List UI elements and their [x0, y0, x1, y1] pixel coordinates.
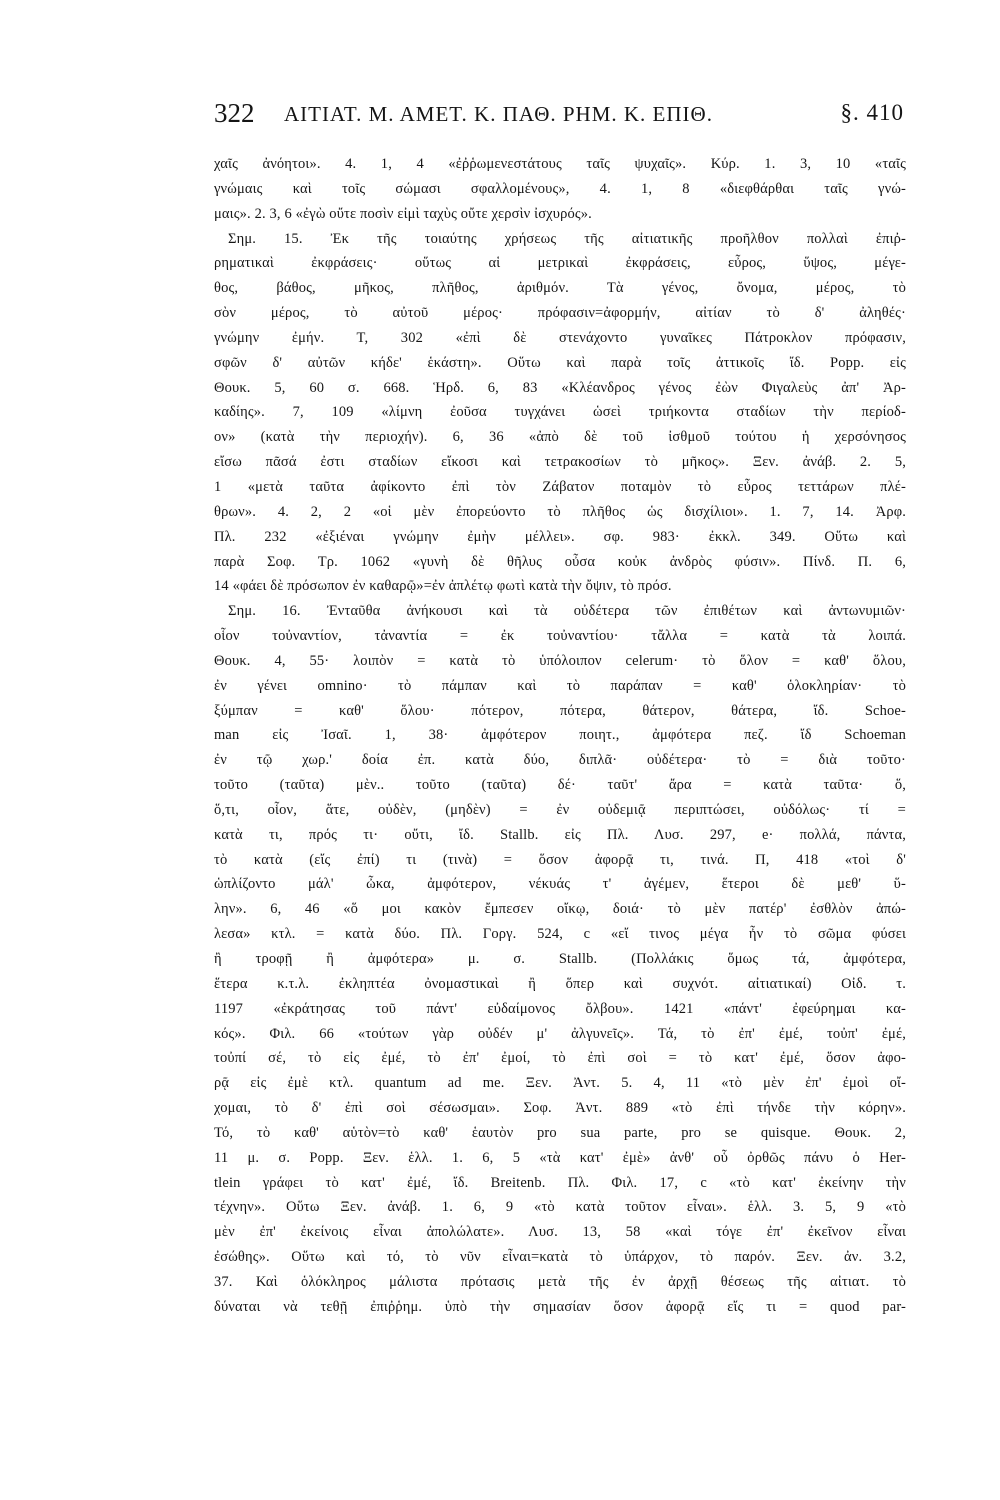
text-line: λεσα» κτλ. = κατὰ δύο. Πλ. Γοργ. 524, c «εἴ τινος μέγα ἦν τὸ σῶμα φύσει — [214, 926, 906, 943]
text-line: μαις». 2. 3, 6 «ἐγὼ οὔτε ποσὶν εἰμὶ ταχὺς οὔτε χερσὶν ἰσχυρός». — [214, 205, 592, 222]
text-line: σφῶν δ' αὐτῶν κήδε' ἑκάστη». Οὕτω καὶ παρὰ τοῖς ἀττικοῖς ἴδ. Popp. εἰς — [214, 354, 906, 371]
text-line: γνώμην ἐμήν. Τ, 302 «ἐπὶ δὲ στενάχοντο γυναῖκες Πάτροκλον πρόφασιν, — [214, 329, 906, 346]
text-line: Τό, τὸ καθ' αὑτὸν=τὸ καθ' ἑαυτὸν pro sua parte, pro se quisque. Θουκ. 2, — [214, 1124, 906, 1141]
text-line: ρᾷ εἰς ἐμὲ κτλ. quantum ad me. Ξεν. Ἀντ. 5. 4, 11 «τὸ μὲν ἐπ' ἐμοὶ οἴ- — [214, 1075, 906, 1092]
text-line: ὡπλίζοντο μάλ' ὦκα, ἀμφότερον, νέκυάς τ' ἀγέμεν, ἕτεροι δὲ μεθ' ὕ- — [214, 876, 906, 893]
text-line: εἴσω πᾶσά ἐστι σταδίων εἴκοσι καὶ τετρακοσίων τὸ μῆκος». Ξεν. ἀνάβ. 2. 5, — [214, 454, 906, 471]
text-line: ὅ,τι, οἷον, ἅτε, οὐδὲν, (μηδὲν) = ἐν οὐδεμιᾷ περιπτώσει, οὐδόλως· τί = — [214, 801, 906, 818]
text-line: 11 μ. σ. Popp. Ξεν. ἑλλ. 1. 6, 5 «τὰ κατ' ἐμὲ» ἀνθ' οὗ ὀρθῶς πάνυ ὁ Her- — [214, 1149, 906, 1166]
text-line: χαῖς ἀνόητοι». 4. 1, 4 «ἐῤῥωμενεστάτους ταῖς ψυχαῖς». Κύρ. 1. 3, 10 «ταῖς — [214, 156, 906, 172]
text-line: 37. Καὶ ὁλόκληρος μάλιστα πρότασις μετὰ τῆς ἐν ἀρχῇ θέσεως τῆς αἰτιατ. τὸ — [214, 1273, 906, 1290]
text-line: tlein γράφει τὸ κατ' ἐμέ, ἴδ. Breitenb. Πλ. Φιλ. 17, c «τὸ κατ' ἐκείνην τὴν — [214, 1174, 906, 1191]
text-line: λην». 6, 46 «ὅ μοι κακὸν ἔμπεσεν οἴκῳ, δοιά· τὸ μὲν πατέρ' ἐσθλὸν ἀπώ- — [214, 901, 906, 918]
text-line: κατὰ τι, πρός τι· οὔτι, ἴδ. Stallb. εἰς Πλ. Λυσ. 297, e· πολλά, πάντα, — [214, 826, 906, 843]
text-line: οἷον τοὐναντίον, τἀναντία = ἐκ τοὐναντίου· τἄλλα = κατὰ τὰ λοιπά. — [214, 628, 906, 645]
text-line: 1197 «ἐκράτησας τοῦ πάντ' εὐδαίμονος ὄλβου». 1421 «πάντ' ἐφεύρημαι κα- — [214, 1000, 906, 1017]
page-number: 322 — [214, 98, 255, 128]
text-line: τέχνην». Οὕτω Ξεν. ἀνάβ. 1. 6, 9 «τὸ κατὰ τοῦτον εἶναι». ἑλλ. 3. 5, 9 «τὸ — [214, 1199, 906, 1216]
text-line: Πλ. 232 «ἐξιέναι γνώμην ἐμὴν μέλλει». σφ. 983· ἐκκλ. 349. Οὕτω καὶ — [214, 528, 906, 545]
section-number: §. 410 — [840, 100, 904, 125]
text-line: παρὰ Σοφ. Τρ. 1062 «γυνὴ δὲ θῆλυς οὖσα κοὐκ ἀνδρὸς φύσιν». Πίνδ. Π. 6, — [214, 553, 906, 570]
running-header — [214, 98, 904, 138]
text-line: δύναται νὰ τεθῇ ἐπιῤῥημ. ὑπὸ τὴν σημασίαν ὅσον ἀφορᾷ εἴς τι = quod par- — [214, 1298, 906, 1315]
text-line: θος, βάθος, μῆκος, πλῆθος, ἀριθμόν. Τὰ γένος, ὄνομα, μέρος, τὸ — [214, 280, 906, 297]
text-line: τοὐπί σέ, τὸ εἰς ἐμέ, τὸ ἐπ' ἐμοί, τὸ ἐπὶ σοὶ = τὸ κατ' ἐμέ, ὅσον ἀφο- — [214, 1050, 906, 1067]
text-line: ἐσώθης». Οὕτω καὶ τό, τὸ νῦν εἶναι=κατὰ τὸ ὑπάρχον, τὸ παρόν. Ξεν. ἀν. 3.2, — [214, 1249, 906, 1266]
text-line: Θουκ. 4, 55· λοιπὸν = κατὰ τὸ ὑπόλοιπον celerum· τὸ ὅλον = καθ' ὅλου, — [214, 652, 906, 669]
text-line: ἐν γένει omnino· τὸ πάμπαν καὶ τὸ παράπαν = καθ' ὁλοκληρίαν· τὸ — [214, 677, 906, 694]
text-line: man εἰς Ἰσαῖ. 1, 38· ἀμφότερον ποιητ., ἀμφότερα πεζ. ἴδ Schoeman — [214, 727, 906, 744]
running-title: ΑΙΤΙΑΤ. Μ. ΑΜΕΤ. Κ. ΠΑΘ. ΡΗΜ. Κ. ΕΠΙΘ. — [284, 102, 713, 126]
text-line: Σημ. 15. Ἐκ τῆς τοιαύτης χρήσεως τῆς αἰτιατικῆς προῆλθον πολλαὶ ἐπιῤ- — [228, 230, 906, 247]
text-line: ξύμπαν = καθ' ὅλου· πότερον, πότερα, θάτερον, θάτερα, ἴδ. Schoe- — [214, 702, 906, 719]
text-line: ἕτερα κ.τ.λ. ἐκληπτέα ὀνομαστικαὶ ἢ ὅπερ καὶ συχνότ. αἰτιατικαί) Οἰδ. τ. — [214, 975, 906, 992]
text-line: ον» (κατὰ τὴν περιοχήν). 6, 36 «ἀπὸ δὲ τοῦ ἰσθμοῦ τούτου ἡ χερσόνησος — [214, 429, 906, 446]
text-line: χομαι, τὸ δ' ἐπὶ σοὶ σέσωσμαι». Σοφ. Ἀντ. 889 «τὸ ἐπὶ τήνδε τὴν κόρην». — [214, 1100, 906, 1117]
text-line: ἢ τροφῇ ἢ ἀμφότερα» μ. σ. Stallb. (Πολλάκις ὅμως τά, ἀμφότερα, — [214, 951, 906, 967]
text-line: τὸ κατὰ (εἴς ἐπί) τι (τινὰ) = ὅσον ἀφορᾷ τι, τινά. Π, 418 «τοὶ δ' — [214, 851, 906, 868]
text-line: ρηματικαὶ ἐκφράσεις· οὕτως αἱ μετρικαὶ ἐκφράσεις, εὖρος, ὕψος, μέγε- — [214, 255, 906, 272]
text-line: σὸν μέρος, τὸ αὐτοῦ μέρος· πρόφασιν=ἀφορμήν, αἰτίαν τὸ δ' ἀληθές· — [214, 305, 906, 322]
text-line: μὲν ἐπ' ἐκείνοις εἶναι ἀπολώλατε». Λυσ. 13, 58 «καὶ τόγε ἐπ' ἐκεῖνον εἶναι — [214, 1224, 906, 1241]
text-line: 1 «μετὰ ταῦτα ἀφίκοντο ἐπὶ τὸν Ζάβατον ποταμὸν τὸ εὖρος τεττάρων πλέ- — [214, 478, 906, 495]
text-line: τοῦτο (ταῦτα) μὲν.. τοῦτο (ταῦτα) δέ· ταῦτ' ἄρα = κατὰ ταῦτα· ὅ, — [214, 777, 906, 794]
text-line: γνώμαις καὶ τοῖς σώμασι σφαλλομένους», 4. 1, 8 «διεφθάρθαι ταῖς γνώ- — [214, 180, 906, 197]
text-line: 14 «φάει δὲ πρόσωπον ἐν καθαρῷ»=ἐν ἀπλέτῳ φωτὶ κατὰ τὴν ὄψιν, τὸ πρόσ. — [214, 578, 672, 595]
text-line: θρων». 4. 2, 2 «οἱ μὲν ἐπορεύοντο τὸ πλῆθος ὡς δισχίλιοι». 1. 7, 14. Ἀρφ. — [214, 503, 906, 520]
text-line: κός». Φιλ. 66 «τούτων γὰρ οὐδέν μ' ἀλγυνεῖς». Τά, τὸ ἐπ' ἐμέ, τοὐπ' ἐμέ, — [214, 1025, 906, 1042]
text-line: Σημ. 16. Ἐνταῦθα ἀνήκουσι καὶ τὰ οὐδέτερα τῶν ἐπιθέτων καὶ ἀντωνυμιῶν· — [228, 603, 906, 620]
text-line: ἐν τῷ χωρ.' δοία ἐπ. κατὰ δύο, διπλᾶ· οὐδέτερα· τὸ = διὰ τοῦτο· — [214, 752, 906, 769]
text-line: Θουκ. 5, 60 σ. 668. Ἡρδ. 6, 83 «Κλέανδρος γένος ἐὼν Φιγαλεὺς ἀπ' Ἀρ- — [214, 379, 906, 396]
body-text — [214, 152, 906, 1320]
text-line: καδίης». 7, 109 «λίμνη ἐοῦσα τυγχάνει ὡσεὶ τριήκοντα σταδίων τὴν περίοδ- — [214, 404, 906, 421]
